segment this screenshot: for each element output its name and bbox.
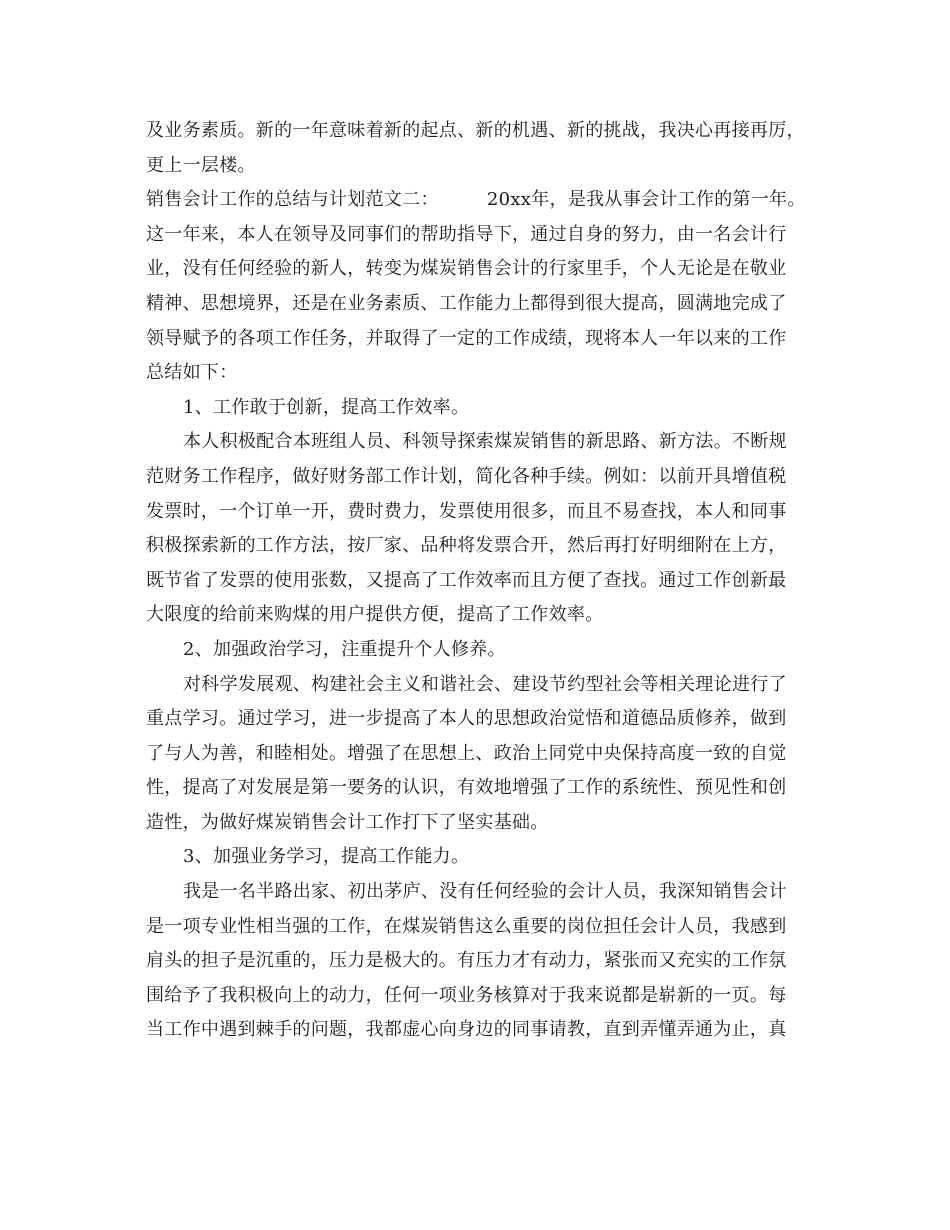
text-line: 性，提高了对发展是第一要务的认识，有效地增强了工作的系统性、预见性和创	[146, 777, 787, 799]
section-title: 1、工作敢于创新，提高工作效率。	[183, 396, 470, 418]
text-line: 当工作中遇到棘手的问题，我都虚心向身边的同事请教，直到弄懂弄通为止，真	[146, 1019, 787, 1041]
text-line: 我是一名半路出家、初出茅庐、没有任何经验的会计人员，我深知销售会计	[183, 881, 787, 903]
text-line: 业，没有任何经验的新人，转变为煤炭销售会计的行家里手，个人无论是在敬业	[146, 258, 787, 280]
text-line: 既节省了发票的使用张数，又提高了工作效率而且方便了查找。通过工作创新最	[146, 569, 787, 591]
heading-label: 销售会计工作的总结与计划范文二：	[146, 189, 439, 211]
section-title: 3、加强业务学习，提高工作能力。	[183, 846, 470, 868]
text-line: 大限度的给前来购煤的用户提供方便，提高了工作效率。	[146, 604, 604, 626]
text-line: 肩头的担子是沉重的，压力是极大的。有压力才有动力，紧张而又充实的工作氛	[146, 950, 787, 972]
text-line: 发票时，一个订单一开，费时费力，发票使用很多，而且不易查找，本人和同事	[146, 500, 787, 522]
text-line: 本人积极配合本班组人员、科领导探索煤炭销售的新思路、新方法。不断规	[183, 431, 787, 453]
text-line: 了与人为善，和睦相处。增强了在思想上、政治上同党中央保持高度一致的自觉	[146, 742, 787, 764]
text-line: 总结如下：	[146, 362, 238, 384]
text-line: 对科学发展观、构建社会主义和谐社会、建设节约型社会等相关理论进行了	[183, 673, 787, 695]
section-heading-line	[146, 183, 808, 218]
heading-rest: 20xx年，是我从事会计工作的第一年。	[486, 189, 806, 211]
text-line: 造性，为做好煤炭销售会计工作打下了坚实基础。	[146, 811, 549, 833]
text-line: 更上一层楼。	[146, 154, 256, 176]
text-line: 这一年来，本人在领导及同事们的帮助指导下，通过自身的努力，由一名会计行	[146, 223, 787, 245]
text-line: 领导赋予的各项工作任务，并取得了一定的工作成绩，现将本人一年以来的工作	[146, 327, 787, 349]
document-page	[146, 114, 808, 1048]
text-line: 围给予了我积极向上的动力，任何一项业务核算对于我来说都是崭新的一页。每	[146, 984, 787, 1006]
text-line: 精神、思想境界，还是在业务素质、工作能力上都得到很大提高，圆满地完成了	[146, 292, 787, 314]
text-line: 及业务素质。新的一年意味着新的起点、新的机遇、新的挑战，我决心再接再厉，	[146, 120, 805, 141]
text-line: 是一项专业性相当强的工作，在煤炭销售这么重要的岗位担任会计人员，我感到	[146, 915, 787, 937]
text-line: 范财务工作程序，做好财务部工作计划，简化各种手续。例如：以前开具增值税	[146, 465, 787, 487]
section-title: 2、加强政治学习，注重提升个人修养。	[183, 638, 506, 660]
text-line: 积极探索新的工作方法，按厂家、品种将发票合开，然后再打好明细附在上方，	[146, 535, 787, 557]
text-line: 重点学习。通过学习，进一步提高了本人的思想政治觉悟和道德品质修养，做到	[146, 708, 787, 730]
